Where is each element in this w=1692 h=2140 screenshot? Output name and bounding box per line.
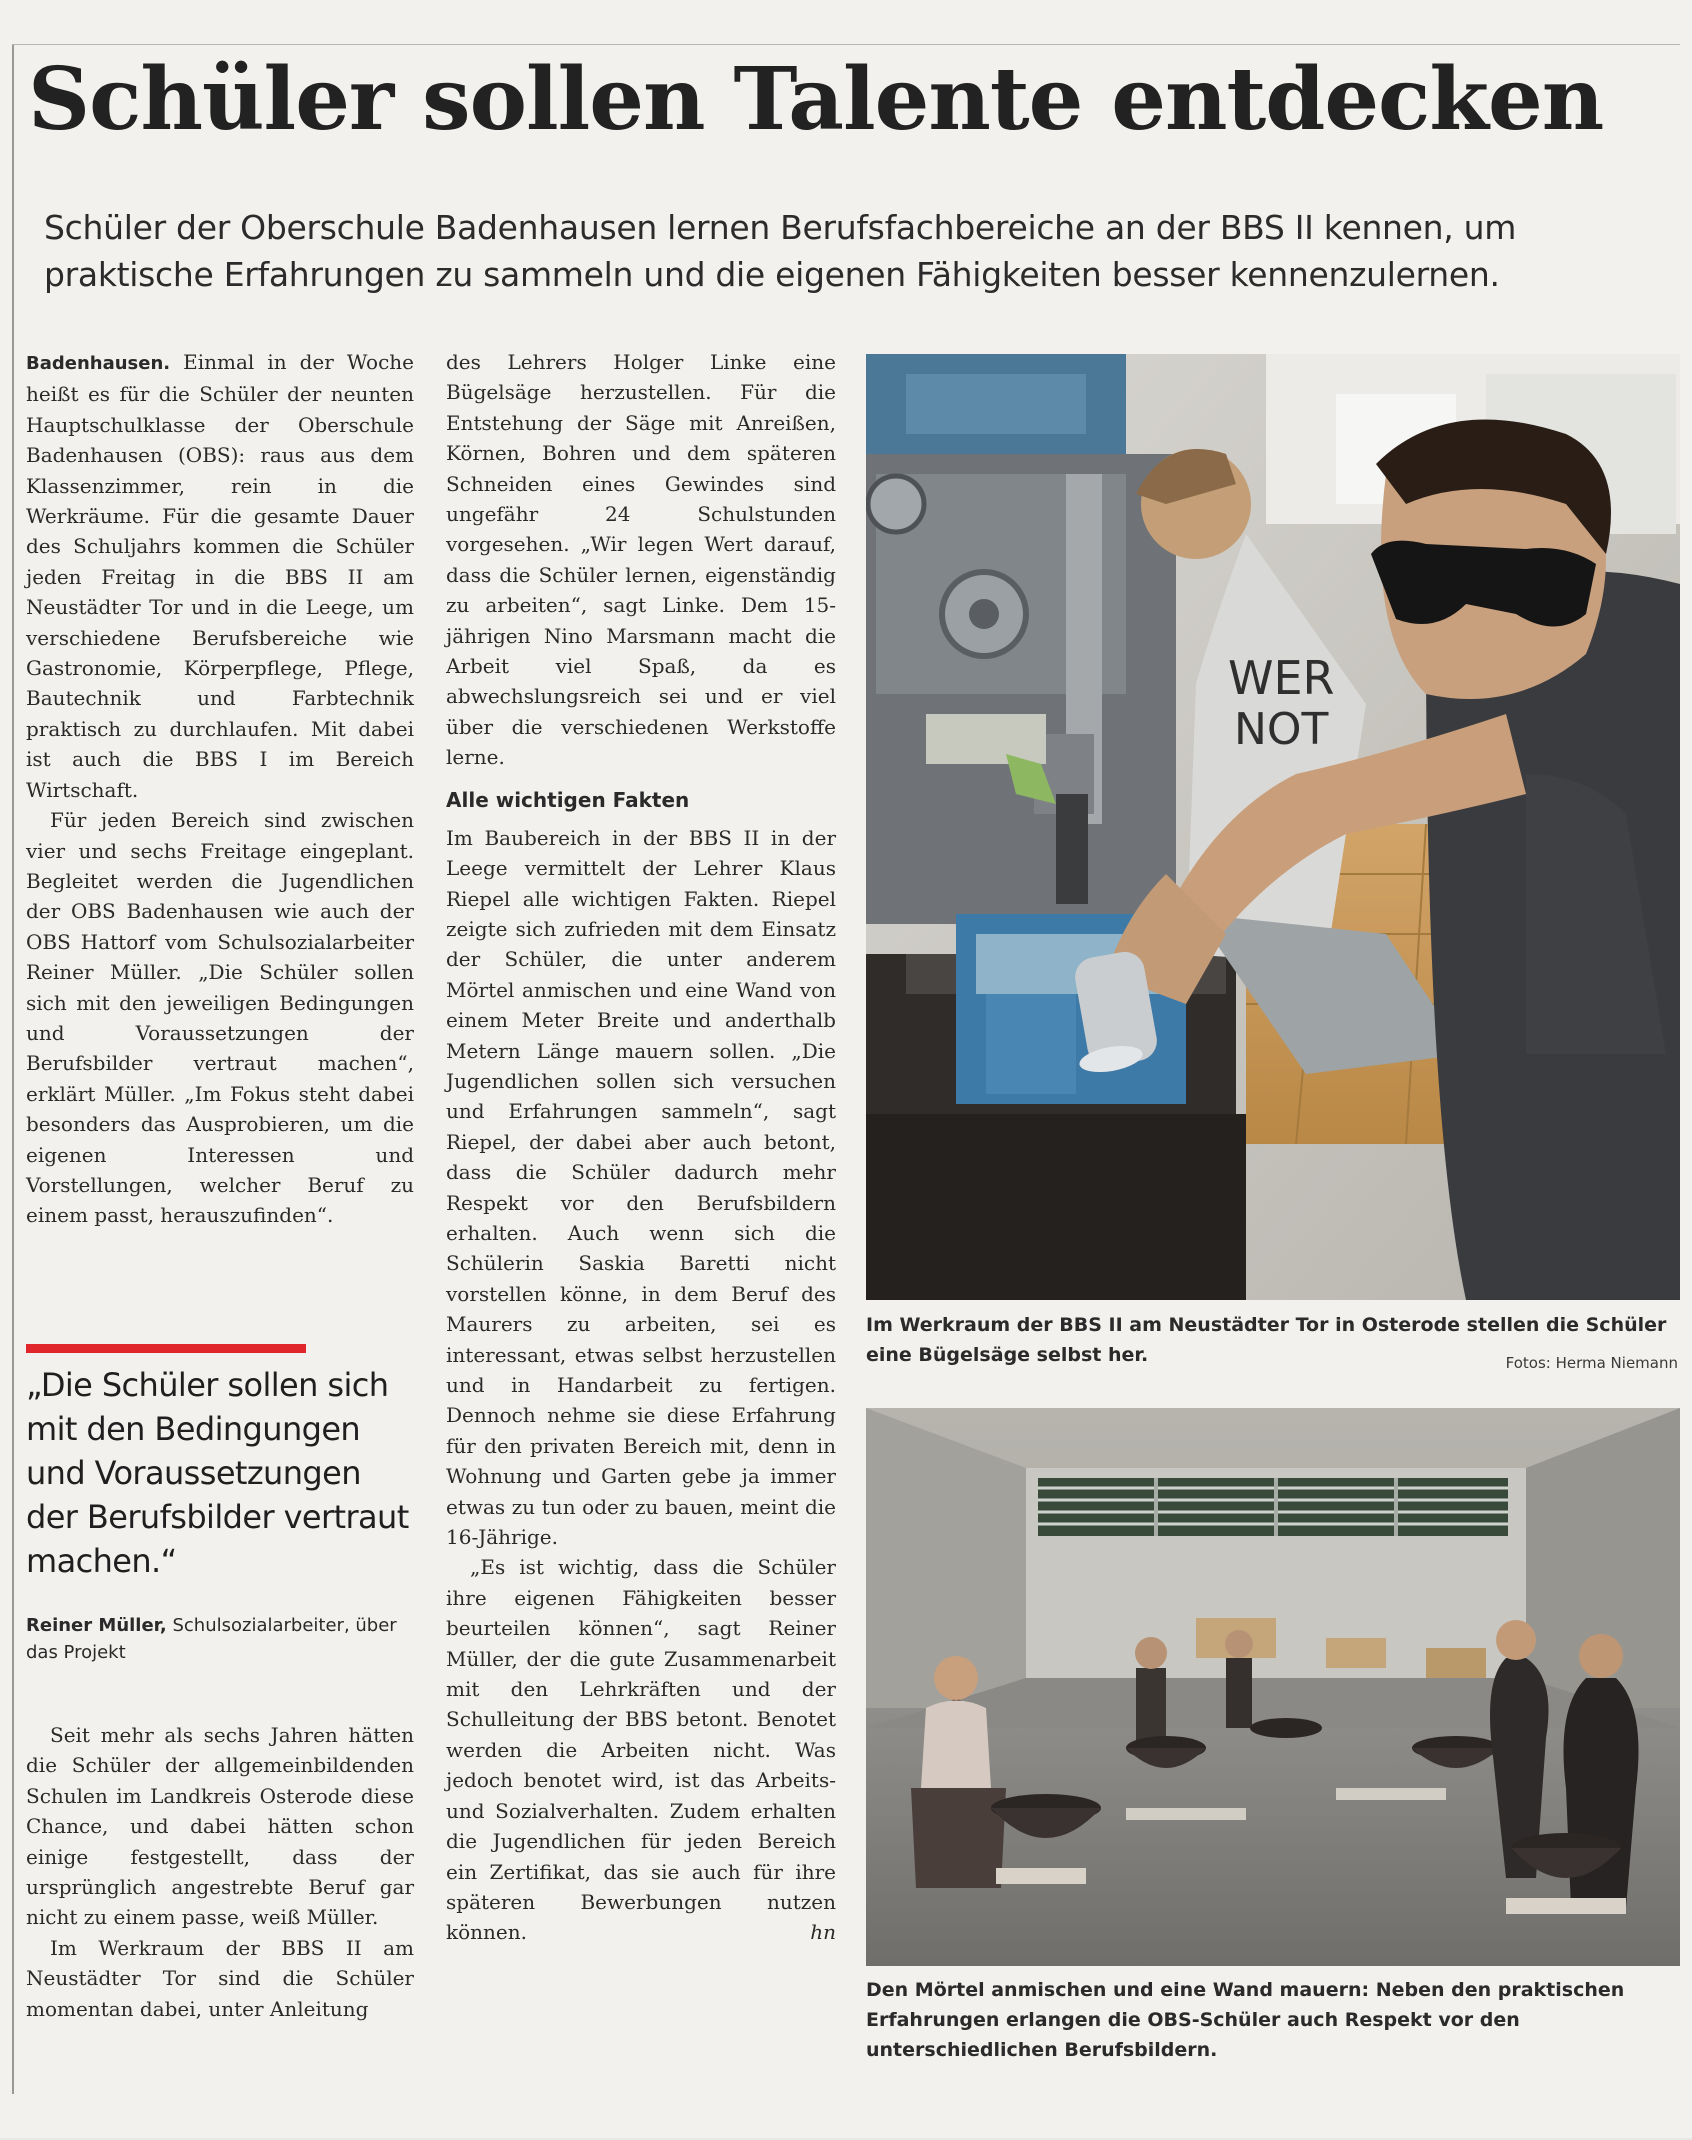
photo-caption: Im Werkraum der BBS II am Neustädter Tor in Osterode stellen die Schüler eine Bügelsäge selbst her. bbox=[866, 1314, 1667, 1366]
photo-mortar-hall-image bbox=[866, 1408, 1680, 1966]
text-column-1-continued bbox=[26, 1720, 414, 2024]
paragraph: Seit mehr als sechs Jahren hätten die Schüler der allgemeinbildenden Schulen im Landkreis Osterode diese Chance, und dabei hätten schon einige festgestellt, dass der ursprünglich angestrebte Beruf gar nicht zu einem passe, weiß Müller. bbox=[26, 1723, 414, 1930]
paragraph: Im Baubereich in der BBS II in der Leege vermittelt der Lehrer Klaus Riepel alle wichtigen Fakten. Riepel zeigte sich zufrieden mit dem Einsatz der Schüler, die unter anderem Mörtel anmischen und eine Wand von einem Meter Breite und anderthalb Metern Länge mauern sollen. „Die Jugendlichen sollen sich versuchen und Erfahrungen sammeln“, sagt Riepel, der dabei aber auch betont, dass die Schüler dadurch mehr Respekt vor den Berufsbildern erhalten. Auch wenn sich die Schülerin Saskia Baretti nicht vorstellen könne, in dem Beruf des Maurers zu arbeiten, sei es interessant, etwas selbst herzustellen und in Handarbeit zu fertigen. Dennoch nehme sie diese Erfahrung für den privaten Bereich mit, denn in Wohnung und Garten gebe ja immer etwas zu tun oder zu bauen, meint die 16-Jährige. bbox=[446, 825, 836, 1550]
paragraph: Im Werkraum der BBS II am Neustädter Tor sind die Schüler momentan dabei, unter Anleitung bbox=[26, 1935, 414, 2021]
left-border-rule bbox=[12, 44, 14, 2094]
photo-workshop-drill bbox=[866, 354, 1680, 1300]
top-border-rule bbox=[12, 44, 1680, 45]
pull-quote: „Die Schüler sollen sich mit den Bedingungen und Voraussetzungen der Berufsbilder vertraut machen.“ bbox=[26, 1366, 409, 1580]
text-column-1 bbox=[26, 347, 414, 1231]
shirt-print-text: NOT bbox=[1234, 704, 1329, 755]
photo-caption: Den Mörtel anmischen und eine Wand mauern: Neben den praktischen Erfahrungen erlangen die OBS-Schüler auch Respekt vor den unterschiedlichen Berufsbildern. bbox=[866, 1979, 1625, 2061]
photo-credit: Fotos: Herma Niemann bbox=[1505, 1354, 1678, 1372]
article-subheadline: Schüler der Oberschule Badenhausen lernen Berufsfachbereiche an der BBS II kennen, um praktische Erfahrungen zu sammeln und die eigenen Fähigkeiten besser kennenzulernen. bbox=[44, 208, 1517, 294]
bleed-through-shadow bbox=[1000, 2080, 1690, 2140]
photo-workshop-drill-image bbox=[866, 354, 1680, 1300]
quote-role: Schulsozialarbeiter, über das Projekt bbox=[26, 1615, 397, 1663]
article-headline: Schüler sollen Talente entdecken bbox=[28, 49, 1604, 150]
section-subtitle: Alle wichtigen Fakten bbox=[446, 787, 690, 812]
quote-author: Reiner Müller, bbox=[26, 1615, 167, 1636]
pull-quote-attribution bbox=[26, 1612, 416, 1666]
dateline: Badenhausen. bbox=[26, 353, 171, 374]
paragraph: „Es ist wichtig, dass die Schüler ihre eigenen Fähigkeiten besser beurteilen können“, sagt Reiner Müller, der die gute Zusammenarbeit mit den Lehrkräften und der Schulleitung der BBS betont. Benotet werden die Arbeiten nicht. Was jedoch benotet wird, ist das Arbeits- und Sozialverhalten. Zudem erhalten die Jugendlichen für jeden Bereich ein Zertifikat, das sie auch für ihre späteren Bewerbungen nutzen können. bbox=[446, 1555, 836, 1945]
photo-mortar-hall bbox=[866, 1408, 1680, 1966]
paragraph: des Lehrers Holger Linke eine Bügelsäge herzustellen. Für die Entstehung der Säge mit Anreißen, Körnen, Bohren und dem späteren Schneiden eines Gewindes sind ungefähr 24 Schulstunden vorgesehen. „Wir legen Wert darauf, dass die Schüler lernen, eigenständig zu arbeiten“, sagt Linke. Dem 15-jährigen Nino Marsmann macht die Arbeit viel Spaß, da es abwechslungsreich sei und er viel über die verschiedenen Werkstoffe lerne. bbox=[446, 350, 836, 770]
author-signature: hn bbox=[810, 1920, 836, 1945]
paragraph: Einmal in der Woche heißt es für die Schüler der neunten Hauptschulklasse der Oberschule Badenhausen (OBS): raus aus dem Klassenzimmer, rein in die Werkräume. Für die gesamte Dauer des Schuljahrs kommen die Schüler jeden Freitag in die BBS II am Neustädter Tor und in die Leege, um verschiedene Berufsbereiche wie Gastronomie, Körperpflege, Pflege, Bautechnik und Farbtechnik praktisch zu durchlaufen. Mit dabei ist auch die BBS I im Bereich Wirtschaft. bbox=[26, 350, 415, 802]
paragraph: Für jeden Bereich sind zwischen vier und sechs Freitage eingeplant. Begleitet werden die Jugendlichen der OBS Badenhausen wie auch der OBS Hattorf vom Schulsozialarbeiter Reiner Müller. „Die Schüler sollen sich mit den jeweiligen Bedingungen und Voraussetzungen der Berufsbilder vertraut machen“, erklärt Müller. „Im Fokus steht dabei besonders das Ausprobieren, um die eigenen Interessen und Vorstellungen, welcher Beruf zu einem passt, herauszufinden“. bbox=[26, 808, 414, 1228]
shirt-print-text: WER bbox=[1228, 651, 1335, 705]
quote-accent-bar bbox=[26, 1344, 306, 1353]
text-column-2 bbox=[446, 347, 836, 1948]
